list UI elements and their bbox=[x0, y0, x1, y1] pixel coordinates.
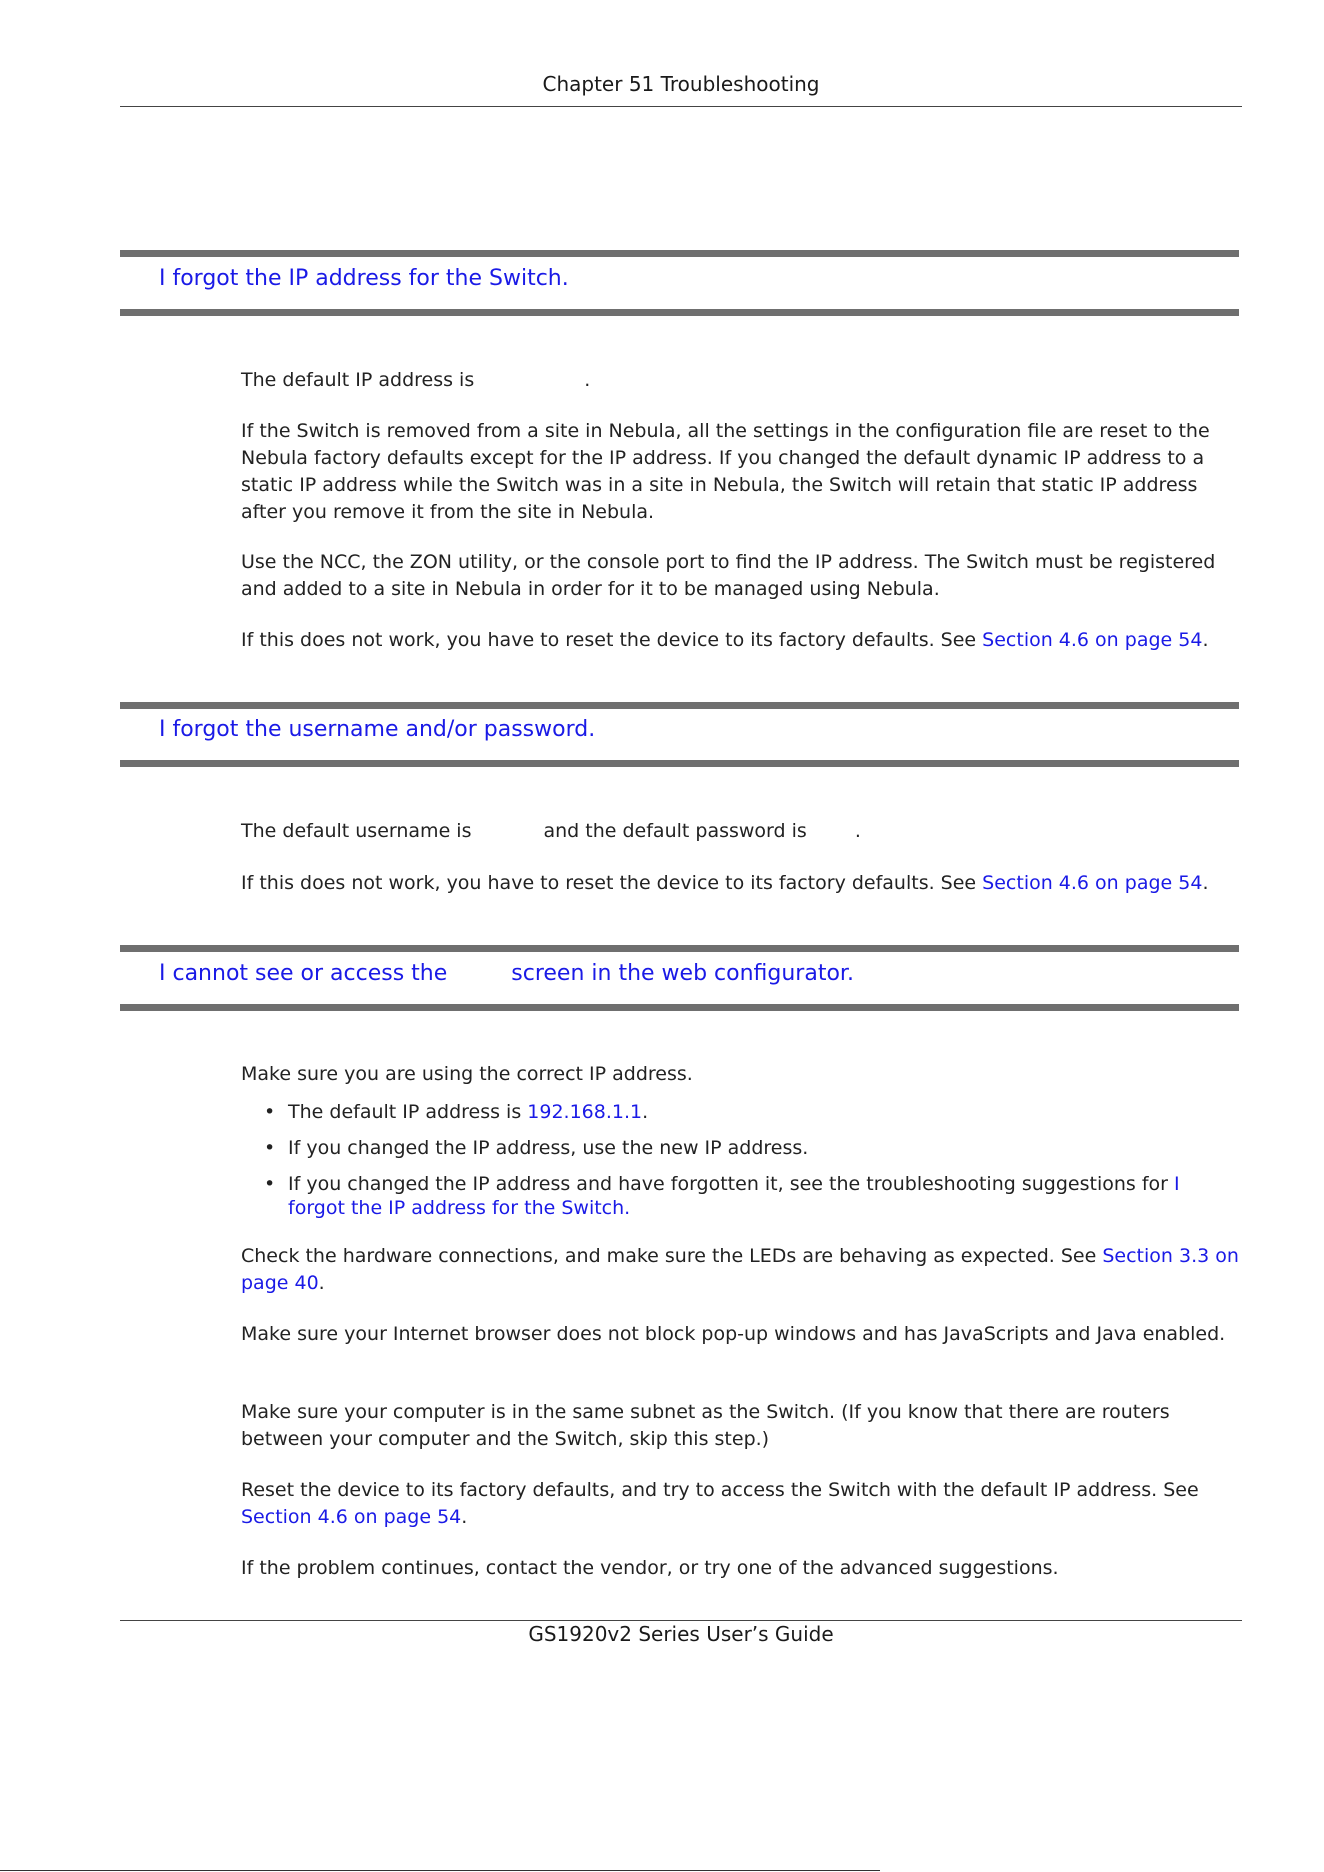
section-4-6-link[interactable]: Section 4.6 on page 54 bbox=[982, 629, 1203, 651]
bullet-forgot-ip: If you changed the IP address and have forgotten it, see the troubleshooting suggestions for I forgot the IP address for the Switch. bbox=[288, 1173, 1180, 1219]
question-title-ip: I forgot the IP address for the Switch. bbox=[159, 266, 569, 291]
bullet-default-ip: The default IP address is 192.168.1.1. bbox=[288, 1101, 649, 1123]
footer-rule bbox=[120, 1620, 1242, 1621]
section-bar-bottom bbox=[120, 1004, 1239, 1011]
ip-ncc-paragraph: Use the NCC, the ZON utility, or the console port to find the IP address. The Switch must be registered and added to a site in Nebula in order for it to be managed using Nebula. bbox=[241, 551, 1216, 600]
ip-reset-paragraph: If this does not work, you have to reset the device to its factory defaults. See Section 4.6 on page 54. bbox=[241, 629, 1209, 651]
login-reset-paragraph: Reset the device to its factory defaults, and try to access the Switch with the default IP address. See Section 4.6 on page 54. bbox=[241, 1479, 1199, 1528]
bullet-changed-ip: If you changed the IP address, use the new IP address. bbox=[288, 1137, 809, 1159]
section-bar-top bbox=[120, 250, 1239, 257]
section-bar-top bbox=[120, 702, 1239, 709]
login-hardware-paragraph: Check the hardware connections, and make sure the LEDs are behaving as expected. See Section 3.3 on page 40. bbox=[241, 1245, 1239, 1294]
ip-default-paragraph: The default IP address is . bbox=[241, 369, 591, 391]
question-title-password: I forgot the username and/or password. bbox=[159, 717, 596, 742]
section-3-3-link[interactable]: Section 3.3 on page 40 bbox=[241, 1245, 1239, 1294]
ip-default-text: The default IP address is bbox=[241, 369, 475, 391]
default-ip-link[interactable]: 192.168.1.1 bbox=[527, 1101, 643, 1123]
login-ip-paragraph: Make sure you are using the correct IP address. bbox=[241, 1063, 693, 1085]
password-reset-paragraph: If this does not work, you have to reset the device to its factory defaults. See Section 4.6 on page 54. bbox=[241, 872, 1209, 894]
login-vendor-paragraph: If the problem continues, contact the vendor, or try one of the advanced suggestions. bbox=[241, 1557, 1059, 1579]
running-header: Chapter 51 Troubleshooting bbox=[542, 72, 820, 96]
header-rule bbox=[120, 106, 1242, 107]
forgot-ip-link[interactable]: I forgot the IP address for the Switch. bbox=[288, 1173, 1180, 1219]
section-4-6-link[interactable]: Section 4.6 on page 54 bbox=[982, 872, 1203, 894]
login-subnet-paragraph: Make sure your computer is in the same subnet as the Switch. (If you know that there are routers between your computer and the Switch, skip this step.) bbox=[241, 1401, 1170, 1450]
login-browser-paragraph: Make sure your Internet browser does not block pop-up windows and has JavaScripts and Java enabled. bbox=[241, 1323, 1226, 1345]
password-default-paragraph: The default username is and the default password is . bbox=[241, 820, 861, 842]
bullet-icon: • bbox=[264, 1101, 276, 1123]
bullet-icon: • bbox=[264, 1173, 276, 1195]
bullet-icon: • bbox=[264, 1137, 276, 1159]
section-bar-bottom bbox=[120, 309, 1239, 316]
ip-nebula-paragraph: If the Switch is removed from a site in Nebula, all the settings in the configuration file are reset to the Nebula factory defaults except for the IP address. If you changed the default dynamic IP address to a static IP address while the Switch was in a site in Nebula, the Switch will retain that static IP address after you remove it from the site in Nebula. bbox=[241, 420, 1210, 523]
page-bottom-rule bbox=[0, 1870, 880, 1871]
question-title-login: I cannot see or access the screen in the web configurator. bbox=[159, 961, 854, 986]
section-bar-bottom bbox=[120, 760, 1239, 767]
section-bar-top bbox=[120, 945, 1239, 952]
running-footer: GS1920v2 Series User’s Guide bbox=[528, 1622, 834, 1646]
section-4-6-link[interactable]: Section 4.6 on page 54 bbox=[241, 1506, 462, 1528]
